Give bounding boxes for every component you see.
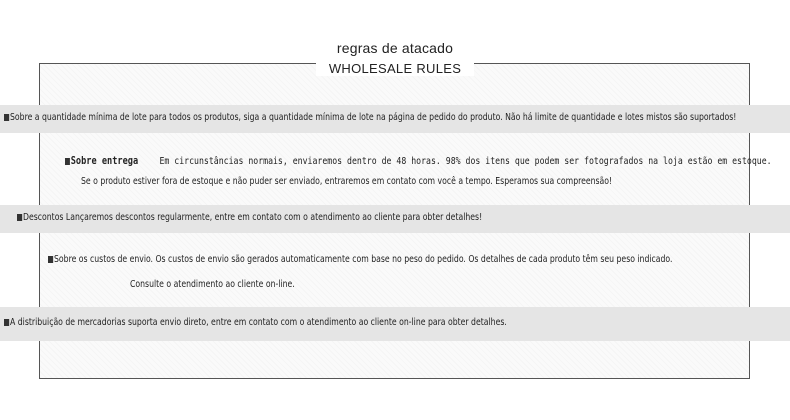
rule-dropship-text: A distribuição de mercadorias suporta envio direto, entre em contato com o atendimento ao cliente on-line para obter detalhes.	[10, 317, 507, 328]
rule-min-lot	[4, 112, 736, 123]
rule-shipping-text: Sobre os custos de envio. Os custos de envio são gerados automaticamente com base no peso do pedido. Os detalhes de cada produto têm seu peso indicado.	[54, 254, 673, 265]
rule-dropship	[4, 317, 507, 328]
section-title	[0, 61, 790, 76]
rule-discounts	[17, 212, 482, 223]
rule-delivery-label: Sobre entrega	[70, 155, 139, 167]
rule-shipping-note: Consulte o atendimento ao cliente on-line.	[130, 279, 295, 290]
page-title: regras de atacado	[336, 40, 454, 56]
bullet-icon	[4, 114, 9, 121]
rule-delivery-text: Em circunstâncias normais, enviaremos dentro de 48 horas. 98% dos itens que podem ser fotografados na loja estão em estoque.	[159, 156, 772, 167]
rule-discounts-text: Descontos Lançaremos descontos regularmente, entre em contato com o atendimento ao cliente para obter detalhes!	[23, 212, 483, 223]
section-title-text: WHOLESALE RULES	[316, 61, 474, 76]
rule-shipping	[48, 254, 672, 265]
bullet-icon	[4, 319, 9, 326]
rule-delivery	[65, 155, 772, 167]
rule-min-lot-text: Sobre a quantidade mínima de lote para todos os produtos, siga a quantidade mínima de lote na página de pedido do produto. Não há limite de quantidade e lotes mistos são suportados!	[10, 112, 737, 123]
bullet-icon	[65, 158, 70, 165]
rule-delivery-note: Se o produto estiver fora de estoque e não puder ser enviado, entraremos em contato com você a tempo. Esperamos sua compreensão!	[81, 176, 613, 187]
bullet-icon	[48, 256, 53, 263]
bullet-icon	[17, 214, 22, 221]
